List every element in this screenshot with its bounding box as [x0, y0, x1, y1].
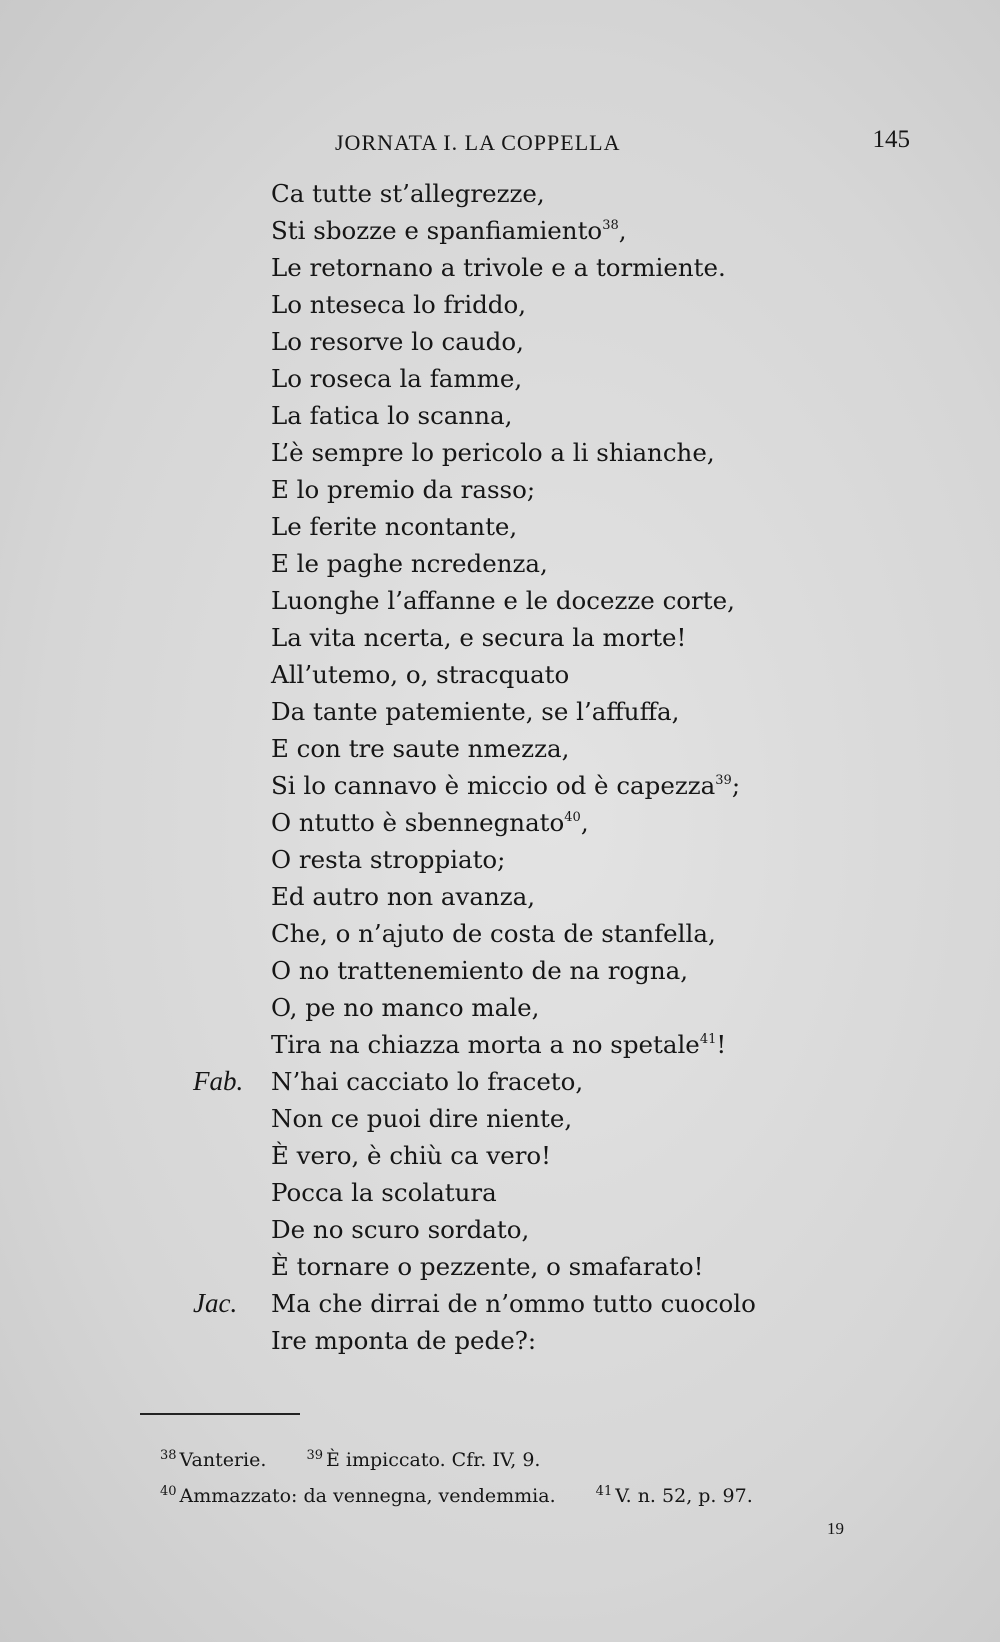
- verse-line-text: Non ce puoi dire niente,: [271, 1104, 573, 1133]
- verse-line: [0, 619, 1000, 656]
- verse-line-text: Lo resorve lo caudo,: [271, 327, 524, 356]
- verse-line: [0, 323, 1000, 360]
- verse-line: [0, 286, 1000, 323]
- verse-line: [0, 434, 1000, 471]
- verse-line-text: È tornare o pezzente, o smafarato!: [271, 1252, 704, 1281]
- verse-line: [0, 1285, 1000, 1322]
- verse-line: [0, 767, 1000, 804]
- verse-line: [0, 915, 1000, 952]
- verse-line-text: Da tante patemiente, se l’affuffa,: [271, 697, 680, 726]
- verse-line: [0, 582, 1000, 619]
- verse-line: [0, 656, 1000, 693]
- verse-line-text: Ca tutte st’allegrezze,: [271, 179, 545, 208]
- verse-line: [0, 360, 1000, 397]
- footnote-38: $^{38}$ Vanterie.: [160, 1448, 267, 1471]
- verse-line: [0, 1174, 1000, 1211]
- page-header: [335, 126, 910, 166]
- verse-line: [0, 545, 1000, 582]
- verse-line-text: Ed autro non avanza,: [271, 882, 536, 911]
- verse-line-text: Che, o n’ajuto de costa de stanfella,: [271, 919, 716, 948]
- verse-line: [0, 1100, 1000, 1137]
- verse-line-text: L’è sempre lo pericolo a li shianche,: [271, 438, 715, 467]
- verse-line-text: Lo nteseca lo friddo,: [271, 290, 527, 319]
- verse-line-text: Pocca la scolatura: [271, 1178, 497, 1207]
- verse-line: [0, 1248, 1000, 1285]
- signature-mark: 19: [827, 1519, 844, 1538]
- footnote-line: [160, 1474, 920, 1510]
- verse-line-text: Luonghe l’affanne e le docezze corte,: [271, 586, 735, 615]
- verse-line-text: La fatica lo scanna,: [271, 401, 513, 430]
- verse-line: [0, 1026, 1000, 1063]
- verse-line-text: O no trattenemiento de na rogna,: [271, 956, 689, 985]
- footnote-39: $^{39}$ È impiccato. Cfr. IV, 9.: [306, 1448, 541, 1471]
- footnote-ref: 41: [699, 1032, 717, 1047]
- verse-line-text: Tira na chiazza morta a no spetale$^{41}$!: [271, 1030, 727, 1059]
- footnote-line: [160, 1438, 920, 1474]
- footnote-ref: 39: [715, 773, 732, 788]
- footnote-ref: 40: [564, 810, 581, 825]
- speaker-label: Jac.: [193, 1288, 238, 1318]
- verse-line-text: Ire mponta de pede?:: [271, 1326, 537, 1355]
- verse-line: [0, 730, 1000, 767]
- verse-line-text: All’utemo, o, stracquato: [271, 660, 570, 689]
- verse-line-text: O resta stroppiato;: [271, 845, 506, 874]
- footnote-40: $^{40}$ Ammazzato: da vennegna, vendemmia.: [160, 1484, 556, 1507]
- verse-line: [0, 989, 1000, 1026]
- verse-line: [0, 804, 1000, 841]
- verse-line-text: Ma che dirrai de n’ommo tutto cuocolo: [271, 1289, 756, 1318]
- verse-line: [0, 1211, 1000, 1248]
- footnote-ref: 38: [602, 218, 619, 233]
- verse-line: [0, 878, 1000, 915]
- speaker-label: Fab.: [193, 1066, 244, 1096]
- footnotes: [160, 1438, 920, 1510]
- verse-line-text: E con tre saute nmezza,: [271, 734, 570, 763]
- running-title: JORNATA I. LA COPPELLA: [335, 130, 621, 155]
- verse-line: [0, 693, 1000, 730]
- verse-line: [0, 397, 1000, 434]
- verse-line-text: Sti sbozze e spanfiamiento$^{38}$,: [271, 216, 627, 245]
- verse-line: [0, 1063, 1000, 1100]
- verse-line: [0, 471, 1000, 508]
- footnote-separator: [140, 1413, 300, 1415]
- verse-line: [0, 952, 1000, 989]
- verse-line: [0, 175, 1000, 212]
- verse-text: [0, 175, 1000, 1359]
- verse-line-text: O, pe no manco male,: [271, 993, 540, 1022]
- verse-line-text: Le retornano a trivole e a tormiente.: [271, 253, 726, 282]
- page-number: 145: [872, 126, 910, 153]
- verse-line: [0, 212, 1000, 249]
- verse-line-text: E lo premio da rasso;: [271, 475, 536, 504]
- verse-line-text: De no scuro sordato,: [271, 1215, 530, 1244]
- verse-line-text: Le ferite ncontante,: [271, 512, 518, 541]
- verse-line-text: È vero, è chiù ca vero!: [271, 1141, 552, 1170]
- verse-line-text: Lo roseca la famme,: [271, 364, 523, 393]
- verse-line: [0, 508, 1000, 545]
- verse-line-text: O ntutto è sbennegnato$^{40}$,: [271, 808, 589, 837]
- verse-line: [0, 249, 1000, 286]
- verse-line: [0, 1137, 1000, 1174]
- verse-line: [0, 841, 1000, 878]
- verse-line: [0, 1322, 1000, 1359]
- verse-line-text: E le paghe ncredenza,: [271, 549, 548, 578]
- verse-line-text: N’hai cacciato lo fraceto,: [271, 1067, 584, 1096]
- verse-line-text: La vita ncerta, e secura la morte!: [271, 623, 687, 652]
- footnote-41: $^{41}$ V. n. 52, p. 97.: [595, 1484, 753, 1507]
- verse-line-text: Si lo cannavo è miccio od è capezza$^{39}$;: [271, 771, 741, 800]
